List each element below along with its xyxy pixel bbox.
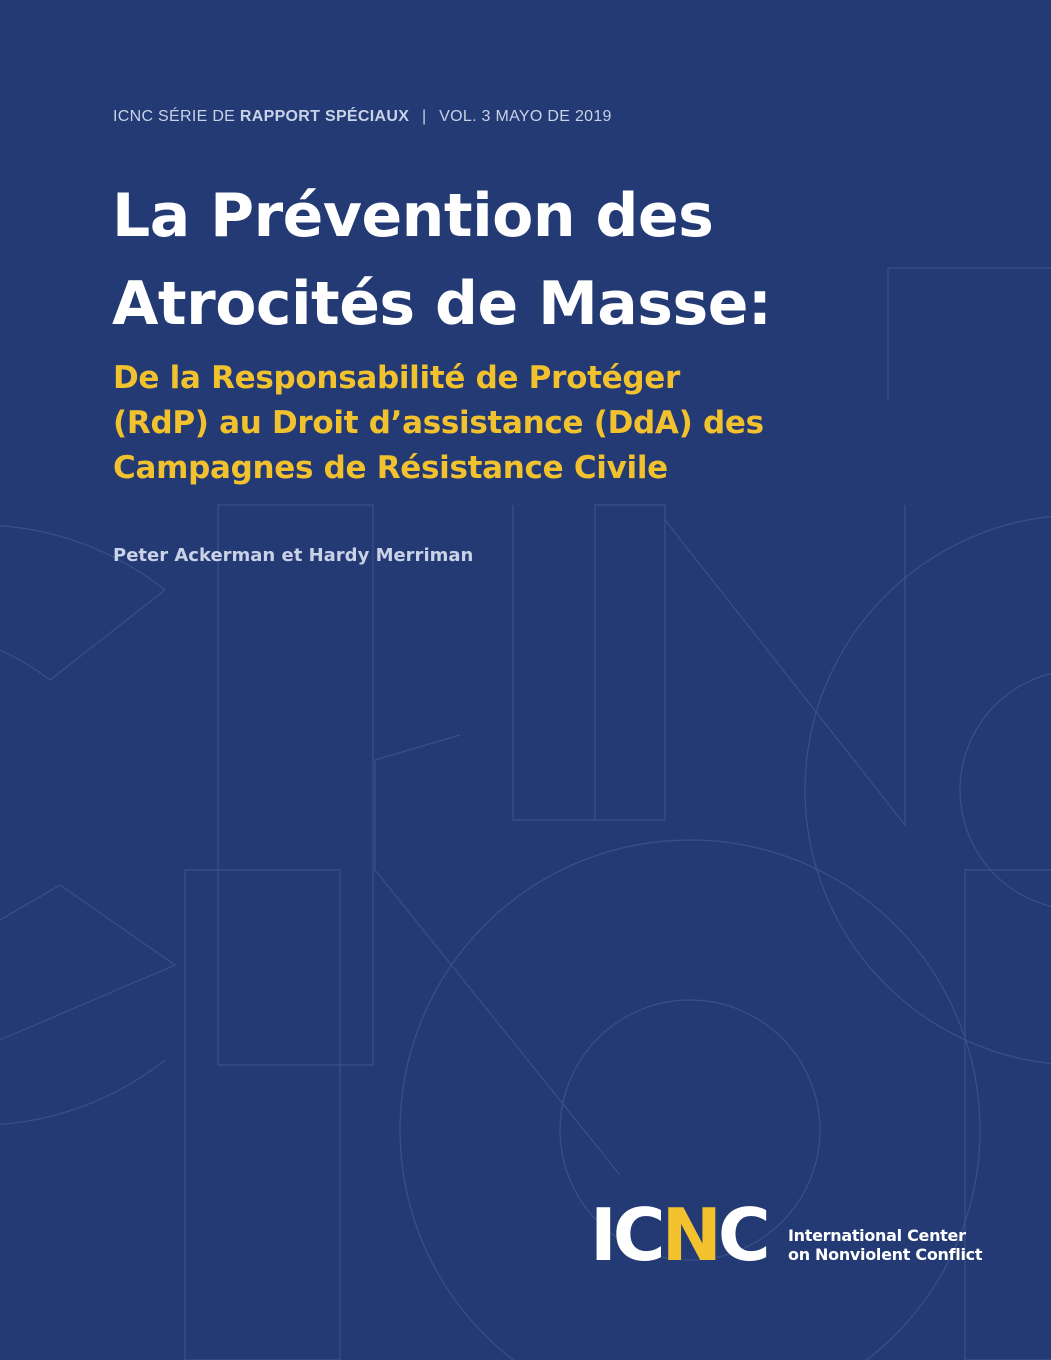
bg-letter-c-1-inner <box>0 590 165 680</box>
bg-letter-o-3 <box>400 840 983 1360</box>
bg-letter-i-1 <box>218 505 373 1065</box>
logo-org-line-1: International Center <box>788 1226 966 1245</box>
authors: Peter Ackerman et Hardy Merriman <box>113 545 474 566</box>
subtitle-line-1: De la Responsabilité de Protéger <box>113 360 680 396</box>
subtitle-line-3: Campagnes de Résistance Civile <box>113 450 668 486</box>
subtitle-line-2: (RdP) au Droit d’assistance (DdA) des <box>113 405 764 441</box>
bg-letter-i-3 <box>965 870 1051 1360</box>
bg-letter-n-1 <box>513 505 665 820</box>
bg-letter-c-2 <box>0 885 175 1040</box>
bg-letter-n-1-diag <box>665 505 905 825</box>
page-title <box>112 172 972 348</box>
series-prefix: ICNC SÉRIE DE <box>113 108 236 125</box>
icnc-logo-mark <box>590 1193 767 1277</box>
logo-org-name <box>788 1226 982 1264</box>
bg-letter-c-1 <box>0 525 165 1125</box>
logo-letters-ic: IC <box>590 1193 662 1277</box>
series-separator: | <box>421 108 427 125</box>
logo-letter-n: N <box>661 1193 718 1277</box>
bg-letter-n-2-diag <box>375 735 620 1175</box>
series-name: RAPPORT SPÉCIAUX <box>239 108 410 125</box>
volume-date: VOL. 3 MAYO DE 2019 <box>439 108 612 125</box>
logo-letter-c: C <box>717 1193 767 1277</box>
logo-org-line-2: on Nonviolent Conflict <box>788 1245 983 1264</box>
icnc-logo <box>590 1193 983 1277</box>
bg-letter-o-2 <box>960 670 1051 910</box>
bg-letter-o-1 <box>805 515 1051 1065</box>
series-header <box>113 108 612 126</box>
title-line-2: Atrocités de Masse: <box>112 269 772 339</box>
title-line-1: La Prévention des <box>112 181 714 251</box>
page-subtitle <box>113 356 913 491</box>
bg-letter-i-2 <box>185 870 340 1360</box>
